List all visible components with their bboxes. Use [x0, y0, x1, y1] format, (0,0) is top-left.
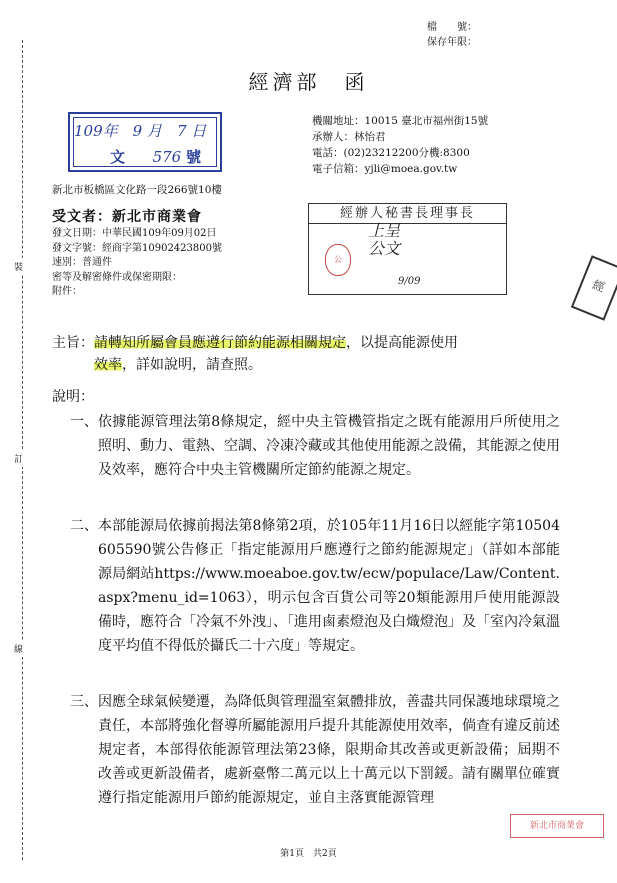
received-suffix: 號: [186, 148, 202, 166]
sender-address: 新北市板橋區文化路一段266號10樓: [52, 184, 222, 196]
binding-char-xian: 線: [14, 640, 23, 657]
explanation-item-3: [70, 690, 560, 810]
item-text: 依據能源管理法第8條規定，經中央主管機管指定之既有能源用戶所使用之照明、動力、電熱、空調、冷凍冷藏或其他使用能源之設備，其能源之使用及效率，應符合中央主管機關所定節約能源之規定。: [98, 414, 560, 478]
handler: 承辦人：林怡君: [312, 131, 386, 143]
end-stamp: 新北市商業會: [510, 814, 604, 838]
binding-char-ding: 訂: [14, 450, 23, 467]
sign-line-1: 上呈: [368, 221, 401, 240]
sign-date-mark: 9/09: [398, 276, 421, 287]
received-date: 109年 9 月 7 日: [74, 122, 207, 140]
side-stamp: 經: [571, 255, 617, 320]
explanation-item-2: [70, 514, 560, 658]
signature-header: 經辦人秘書長理事長: [309, 204, 506, 224]
explanation-label: 說明：: [52, 389, 94, 405]
handwritten-sign: [368, 222, 400, 258]
phone: 電話：(02)23212200分機:8300: [312, 147, 470, 159]
received-number: 576: [152, 148, 182, 166]
item-text: 本部能源局依據前揭法第8條第2項，於105年11月16日以經能字第10504605590號公告修正「指定能源用戶應遵行之節約能源規定」（詳如本部能源局網站https://www.moeaboe.gov.tw/ecw/populace/Law/Content.aspx?menu_id=1063），明示包含百貨公司等20類能源用戶使用能源設備時，應符合「冷氣不外洩」、「進用鹵素燈泡及白熾燈泡」及「室內冷氣溫度平均值不得低於攝氏二十六度」等規定。: [98, 518, 560, 654]
issue-date: 發文日期：中華民國109年09月02日: [52, 228, 217, 239]
received-number-row: [110, 146, 201, 167]
issue-number: 發文字號：經商字第10902423800號: [52, 242, 222, 254]
subject-text-1: ，以提高能源使用: [346, 335, 458, 351]
meta-block: [52, 227, 222, 300]
page-footer: 第1頁 共2頁: [280, 849, 337, 859]
file-number-label: 檔 號：: [427, 22, 477, 33]
item-number: 三、: [70, 694, 98, 710]
attachment: 附件：: [52, 286, 82, 297]
received-stamp: [68, 112, 222, 172]
email: 電子信箱：yjli@moea.gov.tw: [312, 163, 458, 175]
contact-block: [312, 113, 488, 177]
subject-label: 主旨：: [52, 335, 94, 351]
received-char: 文: [110, 148, 126, 166]
explanation-item-1: [70, 410, 560, 482]
item-text: 因應全球氣候變遷，為降低與管理溫室氣體排放，善盡共同保護地球環境之責任，本部將強化督導所屬能源用戶提升其能源使用效率，倘查有違反前述規定者，本部得依能源管理法第23條，限期命其改善或更新設備；屆期不改善或更新設備者，處新臺幣二萬元以上十萬元以下罰鍰。請有關單位確實遵行指定能源用戶節約能源規定，並自主落實能源管理: [98, 694, 560, 806]
document-title: 經濟部 函: [248, 70, 369, 94]
retention-label: 保存年限：: [427, 37, 477, 48]
security-level: 密等及解密條件或保密期限：: [52, 271, 182, 283]
speed: 速別：普通件: [52, 257, 112, 268]
subject-highlight-1: 請轉知所屬會員應遵行節約能源相關規定: [94, 335, 346, 351]
red-seal: 公: [325, 244, 351, 276]
item-number: 二、: [70, 518, 98, 534]
agency-address: 機關地址：10015 臺北市福州街15號: [312, 115, 489, 127]
item-number: 一、: [70, 414, 98, 430]
subject-highlight-2: 效率: [94, 357, 122, 373]
file-info: [427, 20, 477, 50]
binding-char-zhuang: 裝: [14, 258, 23, 275]
recipient: 受文者：新北市商業會: [52, 209, 202, 225]
sign-line-2: 公文: [368, 239, 401, 258]
subject-text-2: ，詳如說明，請查照。: [122, 357, 262, 373]
subject: [52, 332, 572, 376]
